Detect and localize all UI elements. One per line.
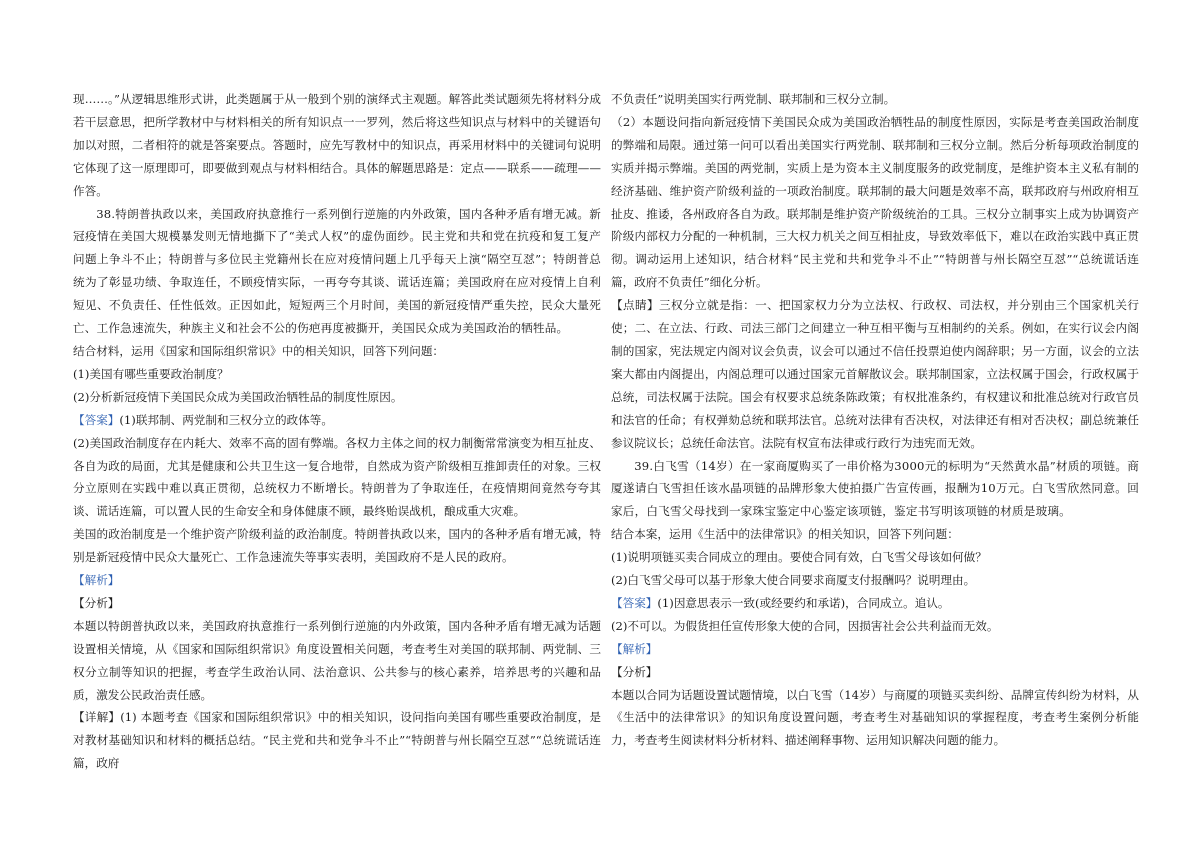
q39-subquestion-1: (1)说明项链买卖合同成立的理由。要使合同有效，白飞雪父母该如何做？	[611, 550, 987, 565]
q38-key-point: 【点睛】三权分立就是指：一、把国家权力分为立法权、行政权、司法权，并分别由三个国家机关行使；二、在立法、行政、司法三部门之间建立一种互相平衡与互相制约的关系。例如，在实行议会内阁制的国家，宪法规定内阁对议会负责，议会可以通过不信任投票迫使内阁辞职；另一方面，议会的立法案大都由内阁提出，内阁总理可以通过国家元首解散议会。联邦制国家，立法权属于国会，行政权属于总统，司法权属于法院。国会有权要求总统条陈政策；有权批准条约，有权建议和批准总统对行政官员和法官的任命；有权弹劾总统和联邦法官。总统对法律有否决权，对法律还有相对否决权；副总统兼任参议院议长；总统任命法官。法院有权宣布法律或行政行为违宪而无效。	[611, 298, 1139, 450]
q38-answer-1: (1)联邦制、两党制和三权分立的政体等。	[119, 412, 333, 427]
fenxi-tag: 【分析】	[73, 595, 120, 610]
q38-subquestion-1: (1)美国有哪些重要政治制度？	[73, 366, 229, 381]
q39-answer-2: (2)不可以。为假货担任宣传形象大使的合同，因损害社会公共利益而无效。	[611, 618, 999, 633]
q38-answer-2: (2)美国政治制度存在内耗大、效率不高的固有弊端。各权力主体之间的权力制衡常常演变为相互扯皮、各自为政的局面，尤其是健康和公共卫生这一复合地带，自然成为资产阶级相互推卸责任的对象。三权分立原则在实践中难以真正贯彻，总统权力不断增长。特朗普为了争取连任，在疫情期间竟然夸夸其谈、谎话连篇，可以置人民的生命安全和身体健康不顾，最终贻误战机，酿成重大灾难。	[73, 435, 601, 519]
q39-prompt: 结合本案，运用《生活中的法律常识》的相关知识，回答下列问题：	[611, 527, 959, 542]
q38-subquestion-2: (2)分析新冠疫情下美国民众成为美国政治牺牲品的制度性原因。	[73, 389, 403, 404]
answer-tag: 【答案】	[73, 412, 120, 427]
q39-analysis: 本题以合同为话题设置试题情境，以白飞雪（14岁）与商厦的项链买卖纠纷、品牌宣传纠纷为材料，从《生活中的法律常识》的知识角度设置问题，考查考生对基础知识的掌握程度，考查考生案例分析能力，考查考生阅读材料分析材料、描述阐释事物、运用知识解决问题的能力。	[611, 687, 1139, 748]
q38-material: 38.特朗普执政以来，美国政府执意推行一系列倒行逆施的内外政策，国内各种矛盾有增无减。新冠疫情在美国大规模暴发则无情地撕下了“美式人权”的虚伪面纱。民主党和共和党在抗疫和复工复产问题上争斗不止；特朗普与多位民主党籍州长在应对疫情问题上几乎每天上演“隔空互怼”；特朗普总统为了彰显功绩、争取连任，不顾疫情实际，一再夸夸其谈、谎话连篇；美国政府在应对疫情上自利短见、不负责任、任性低效。正因如此，短短两三个月时间，美国的新冠疫情严重失控，民众大量死亡、工作急速流失，种族主义和社会不公的伤疤再度被撕开，美国民众成为美国政治的牺牲品。	[73, 206, 601, 336]
q39-material: 39.白飞雪（14岁）在一家商厦购买了一串价格为3000元的标明为“天然黄水晶”材质的项链。商厦遂请白飞雪担任该水晶项链的品牌形象大使拍摄广告宣传画，报酬为10万元。白飞雪欣然同意。回家后，白飞雪父母找到一家珠宝鉴定中心鉴定该项链，鉴定书写明该项链的材质是玻璃。	[611, 458, 1139, 519]
intro-paragraph: 现……。”从逻辑思维形式讲，此类题属于从一般到个别的演绎式主观题。解答此类试题须先将材料分成若干层意思，把所学教材中与材料相关的所有知识点一一罗列，然后将这些知识点与材料中的关键语句加以对照，二者相符的就是答案要点。答题时，应先写教材中的知识点，再采用材料中的关键词句说明它体现了这一原理即可，即要做到观点与材料相结合。具体的解题思路是：定点——联系——疏理——作答。	[73, 92, 601, 198]
q38-detail-1: 【详解】(1) 本题考查《国家和国际组织常识》中的相关知识，设问指向美国有哪些重要政治制度，是对教材基础知识和材料的概括总结。“民主党和共和党争斗不止”“特朗普与州长隔空互怼”“总统谎话连篇，政府	[73, 710, 601, 771]
q38-analysis: 本题以特朗普执政以来，美国政府执意推行一系列倒行逆施的内外政策，国内各种矛盾有增无减为话题设置相关情境，从《国家和国际组织常识》角度设置相关问题，考查考生对美国的联邦制、两党制、三权分立制等知识的把握，考查学生政治认同、法治意识、公共参与的核心素养，培养思考的兴趣和品质，激发公民政治责任感。	[73, 618, 601, 702]
q38-detail-2: （2）本题设问指向新冠疫情下美国民众成为美国政治牺牲品的制度性原因，实际是考查美国政治制度的弊端和局限。通过第一问可以看出美国实行两党制、联邦制和三权分立制。然后分析每项政治制度的实质并揭示弊端。美国的两党制，实质上是为资本主义制度服务的政党制度，是维护资本主义私有制的经济基础、维护资产阶级利益的一项政治制度。联邦制的最大问题是效率不高，联邦政府与州政府相互扯皮、推诿，各州政府各自为政。联邦制是维护资产阶级统治的工具。三权分立制事实上成为协调资产阶级内部权力分配的一种机制，三大权力机关之间互相扯皮，导致效率低下，难以在政治实践中真正贯彻。调动运用上述知识，结合材料“民主党和共和党争斗不止”“特朗普与州长隔空互怼”“总统谎话连篇，政府不负责任”细化分析。	[611, 114, 1139, 290]
jiexi-tag: 【解析】	[73, 573, 120, 588]
q39-subquestion-2: (2)白飞雪父母可以基于形象大使合同要求商厦支付报酬吗？说明理由。	[611, 573, 976, 588]
q38-answer-3: 美国的政治制度是一个维护资产阶级利益的政治制度。特朗普执政以来，国内的各种矛盾有增无减，特别是新冠疫情中民众大量死亡、工作急速流失等事实表明，美国政府不是人民的政府。	[73, 527, 601, 565]
q38-detail-cont: 不负责任”说明美国实行两党制、联邦制和三权分立制。	[611, 92, 896, 106]
fenxi-tag: 【分析】	[611, 664, 658, 679]
q39-answer-1: (1)因意思表示一致(或经要约和承诺)，合同成立。追认。	[657, 595, 950, 610]
right-column	[611, 88, 1139, 752]
q38-prompt: 结合材料，运用《国家和国际组织常识》中的相关知识，回答下列问题：	[73, 343, 445, 358]
left-column	[73, 88, 601, 775]
jiexi-tag: 【解析】	[611, 641, 658, 656]
answer-tag: 【答案】	[611, 595, 658, 610]
